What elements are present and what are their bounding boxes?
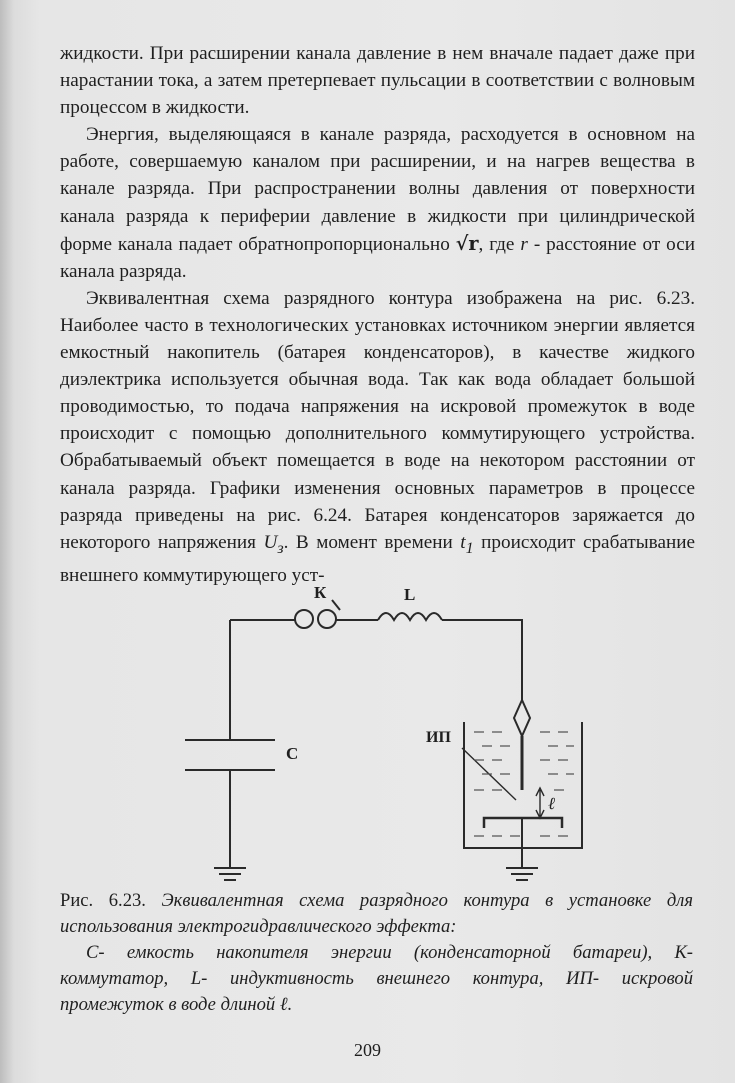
gap-length-marker [536, 788, 544, 818]
r-variable: r [520, 233, 528, 255]
sqrt-r-formula: √r [455, 231, 479, 255]
voltage-symbol: $U_з$ [263, 531, 284, 557]
electrode-insulator [514, 700, 530, 736]
label-ip: ИП [426, 729, 451, 746]
time-symbol: $t_1$ [460, 531, 474, 557]
switch-circle-right [318, 610, 336, 628]
label-l: L [404, 585, 416, 604]
label-gap-length: ℓ [548, 794, 556, 813]
label-k: К [314, 583, 327, 602]
caption-title: Рис. 6.23. Эквивалентная схема разрядного контура в установке для использования электрогидравлического эффекта: [60, 890, 694, 937]
label-c: C [286, 744, 299, 763]
switch-circle-left [295, 610, 313, 628]
paragraph-1: жидкости. При расширении канала давление в нем вначале падает даже при нарастании тока, а затем претерпевает пульсации в соответствии с волновым процессом в жидкости. [60, 43, 695, 119]
switch-arrow [332, 600, 340, 610]
caption-legend: С- емкость накопителя энергии (конденсаторной батареи), К- коммутатор, L- индуктивность внешнего контура, ИП- искровой промежуток в воде длиной ℓ. [60, 942, 693, 1015]
water-hatching [474, 732, 574, 836]
ground-right [506, 868, 538, 880]
page-number: 209 [354, 1040, 381, 1060]
wire-top-right [442, 620, 522, 700]
inductor-l [378, 613, 442, 620]
figure-caption [60, 888, 693, 1018]
paragraph-2: Энергия, выделяющаяся в канале разряда, расходуется в основном на работе, совершаемую каналом при расширении, и на нагрев вещества в канале разряда. При распространении волны давления от поверхности канала разряда к периферии давление в жидкости при цилиндрической форме канала падает обратнопропорционально √r, где r - расстояние от оси канала разряда. [60, 124, 696, 282]
ground-left [214, 868, 246, 880]
paragraph-3: Эквивалентная схема разрядного контура изображена на рис. 6.23. Наиболее часто в технологических установках источником энергии является емкостный накопитель (батарея конденсаторов), в качестве жидкого диэлектрика используется обычная вода. Так как вода обладает большой проводимостью, то подача напряжения на искровой промежуток в воде происходит с помощью дополнительного коммутирующего устройства. Обрабатываемый объект помещается в воде на некотором расстоянии от канала разряда. Графики изменения основных параметров в процессе разряда приведены на рис. 6.24. Батарея конденсаторов заряжается до некоторого напряжения $U_з$. В момент времени $t_1$ происходит срабатывание внешнего коммутирующего уст- [60, 287, 696, 586]
caption-figure-number: Рис. 6.23. [60, 890, 146, 911]
